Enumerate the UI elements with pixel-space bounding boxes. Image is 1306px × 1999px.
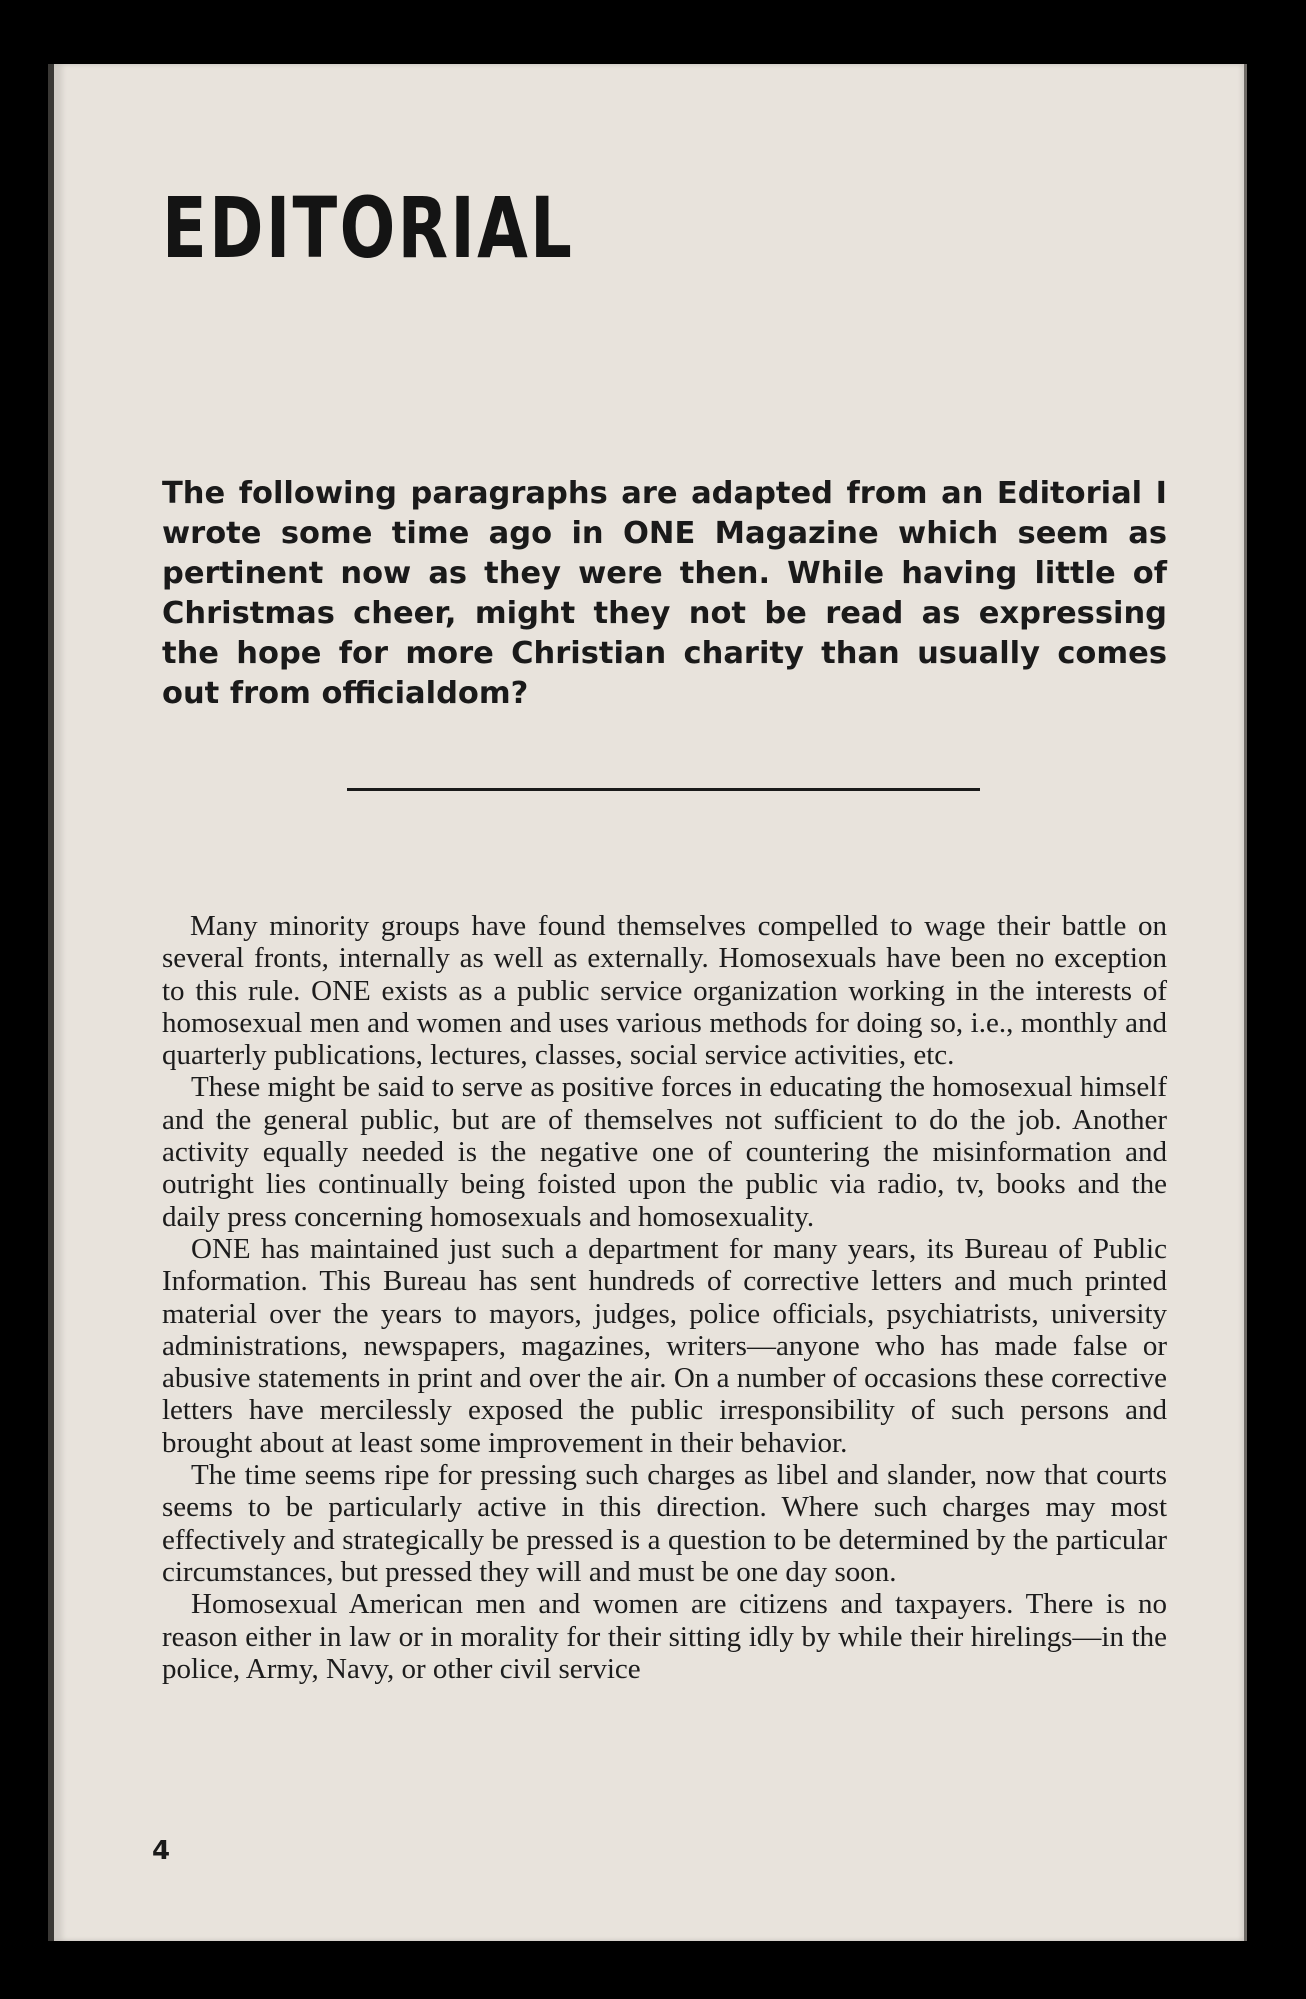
intro-paragraph: The following paragraphs are adapted from an Editorial I wrote some time ago in ONE Magazine which seem as pertinent now as they were then. While having little of Christmas cheer, might they not be read as expressing the hope for more Christian charity than usually comes out from officialdom?: [162, 476, 1167, 711]
page-heading: EDITORIAL: [162, 179, 575, 277]
body-paragraph: The time seems ripe for pressing such charges as libel and slander, now that courts seems to be particularly active in this direction. Where such charges may most effectively and strategically be pressed is a question to be determined by the particular circumstances, but pressed they will and must be one day soon.: [162, 1459, 1167, 1588]
page-right-edge: [1244, 64, 1247, 1941]
body-paragraph: These might be said to serve as positive forces in educating the homosexual himself and the general public, but are of themselves not sufficient to do the job. Another activity equally needed is the negative one of countering the misinformation and outright lies continually being foisted upon the public via radio, tv, books and the daily press concerning homosexuals and homosexuality.: [162, 1071, 1167, 1233]
body-paragraph: ONE has maintained just such a department for many years, its Bureau of Public Information. This Bureau has sent hundreds of corrective letters and much printed material over the years to mayors, judges, police officials, psychiatrists, university administrations, newspapers, magazines, writers—anyone who has made false or abusive statements in print and over the air. On a number of occasions these corrective letters have mercilessly exposed the public irresponsibility of such persons and brought about at least some improvement in their behavior.: [162, 1232, 1167, 1459]
body-paragraph: Homosexual American men and women are citizens and taxpayers. There is no reason either in law or in morality for their sitting idly by while their hirelings—in the police, Army, Navy, or other civil service: [162, 1588, 1167, 1685]
editorial-body: [162, 910, 1167, 1685]
body-paragraph: Many minority groups have found themselves compelled to wage their battle on several fronts, internally as well as externally. Homosexuals have been no exception to this rule. ONE exists as a public service organization working in the interests of homosexual men and women and uses various methods for doing so, i.e., monthly and quarterly publications, lectures, classes, social service activities, etc.: [162, 910, 1167, 1072]
section-divider: [347, 788, 980, 791]
page-number: 4: [152, 1836, 171, 1866]
